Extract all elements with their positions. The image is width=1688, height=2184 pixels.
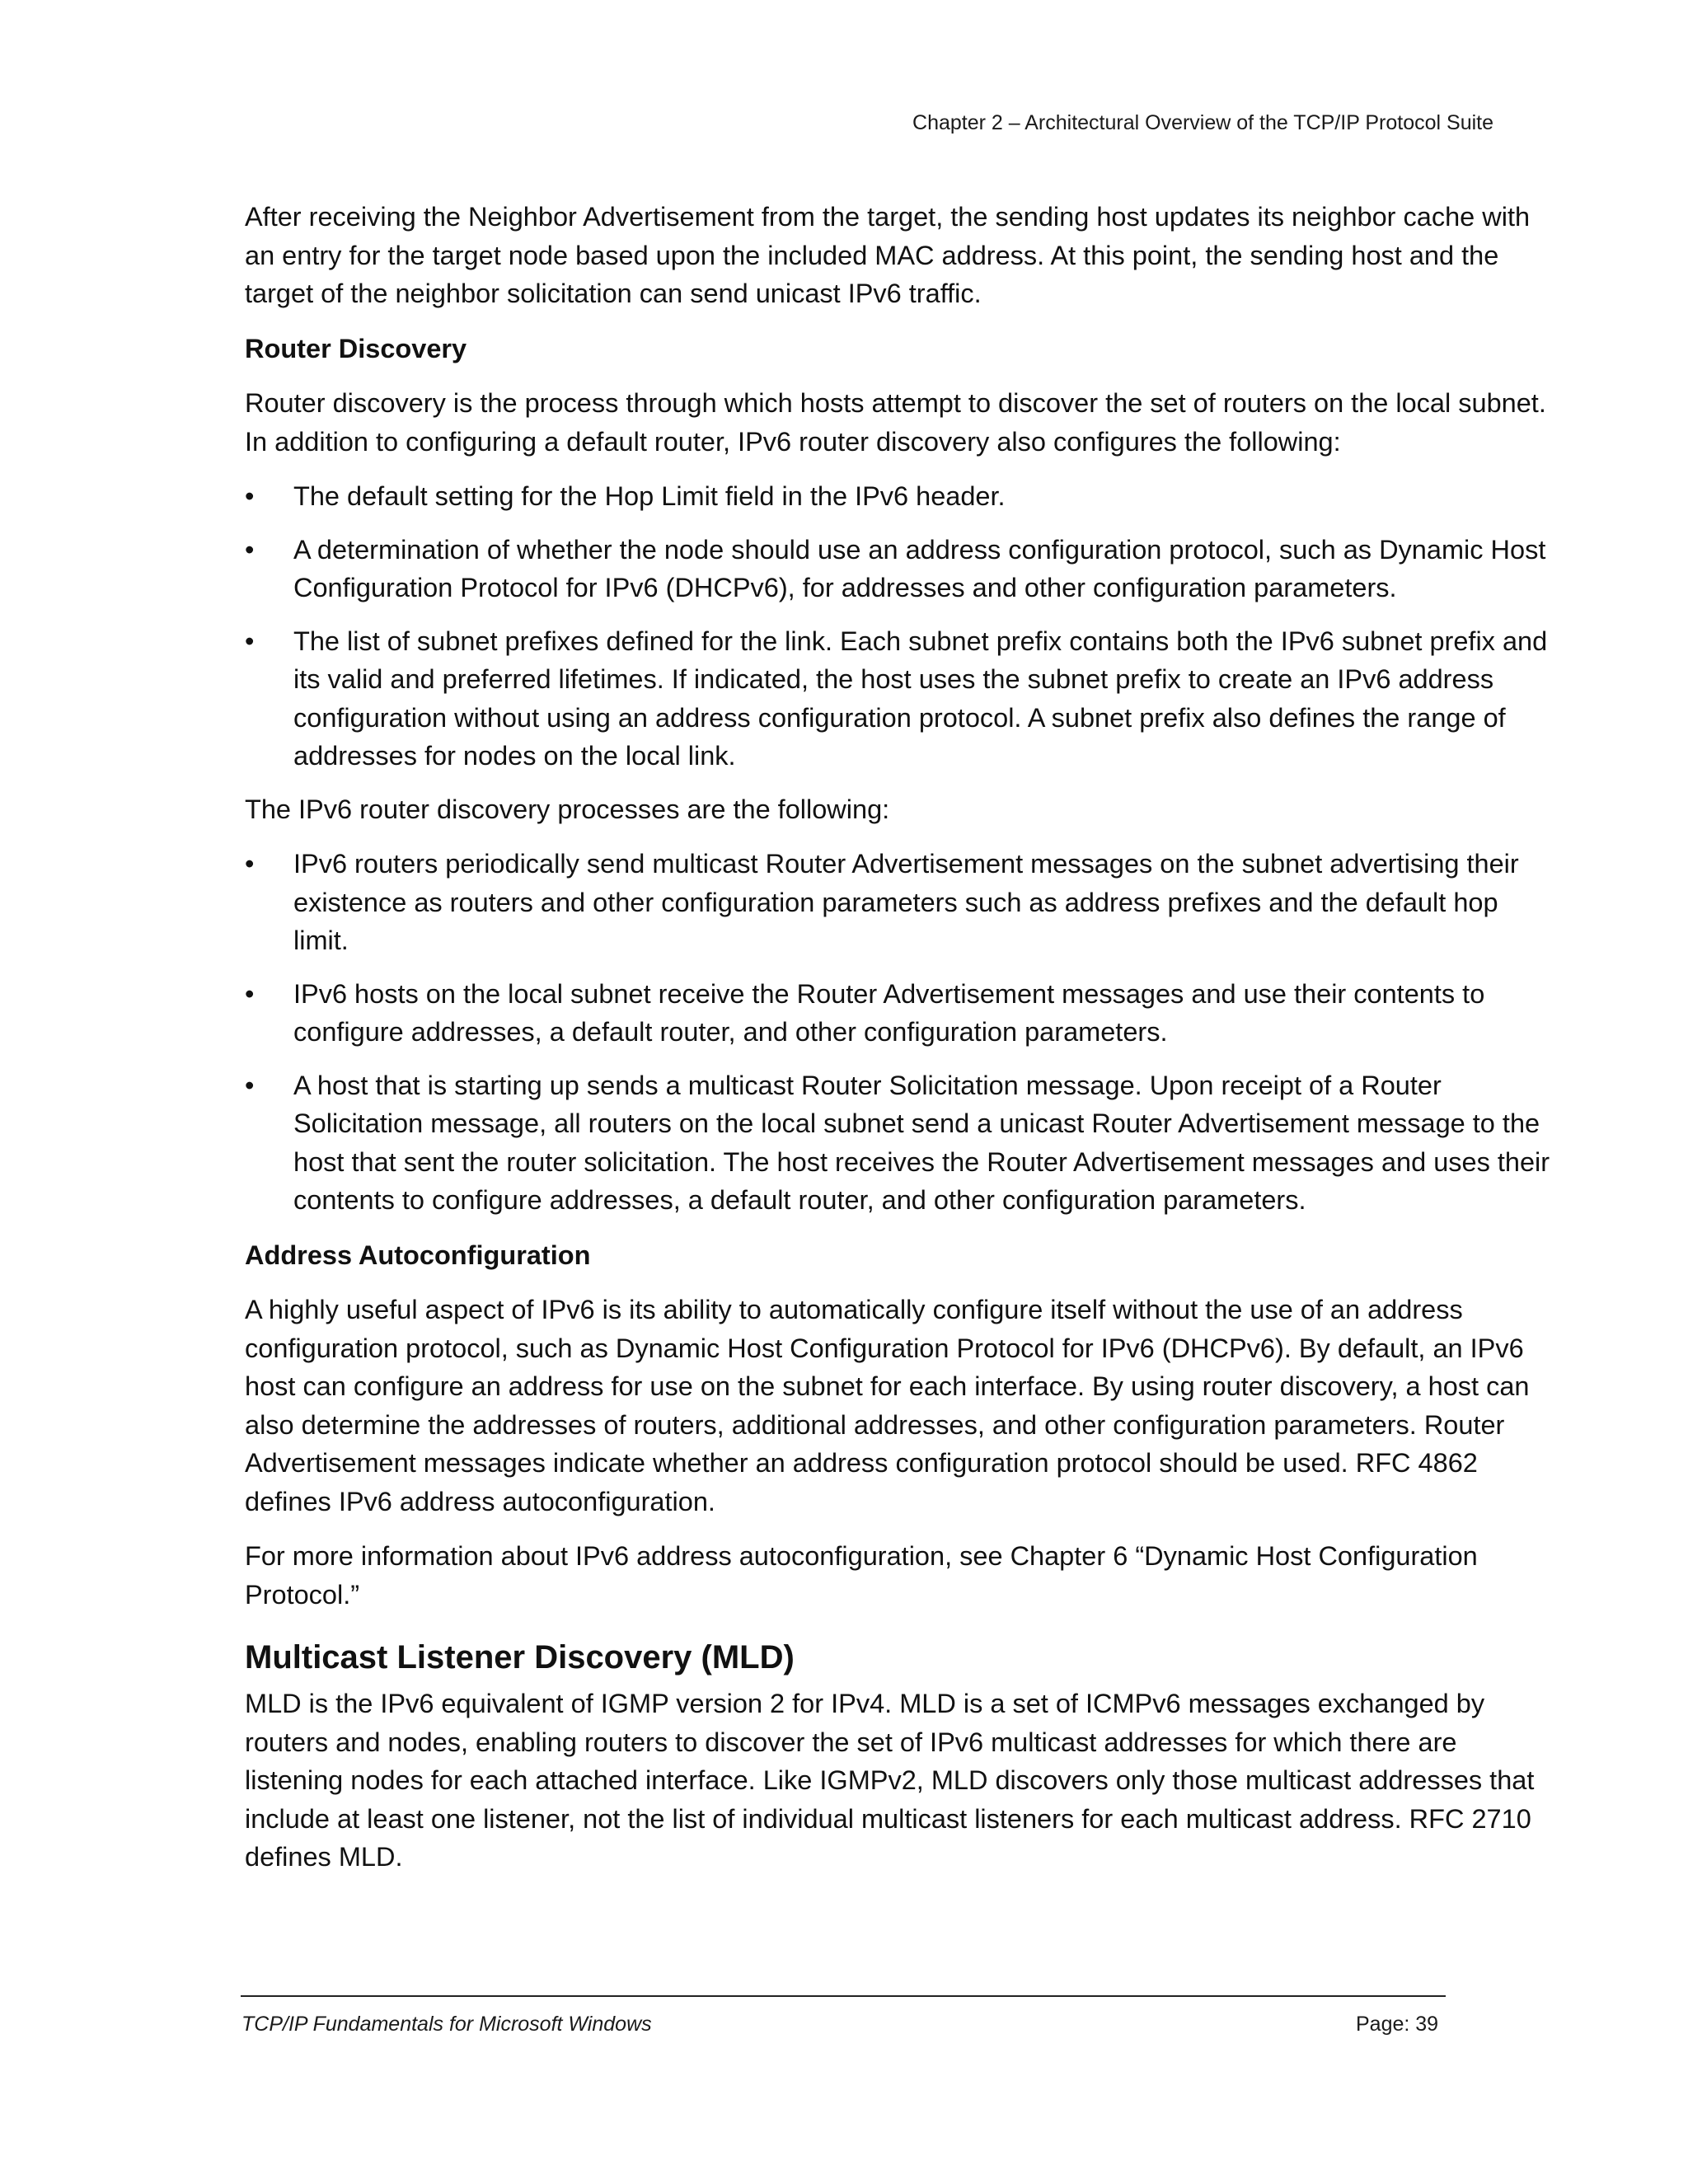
list-item [245, 477, 1551, 516]
bullet-icon: • [245, 978, 255, 1009]
list-item-text: The default setting for the Hop Limit field in the IPv6 header. [293, 481, 1006, 511]
bullet-icon: • [245, 626, 255, 656]
footer-book-title: TCP/IP Fundamentals for Microsoft Windows [241, 2013, 652, 2036]
list-item-text: A host that is starting up sends a multicast Router Solicitation message. Upon receipt of a Router Solicitation message, all routers on the local subnet send a unicast Router Advertisement message to the host that sent the router solicitation. The host receives the Router Advertisement messages and uses their contents to configure addresses, a default router, and other configuration parameters. [293, 1070, 1550, 1215]
list-item-text: IPv6 hosts on the local subnet receive the Router Advertisement messages and use their contents to configure addresses, a default router, and other configuration parameters. [293, 978, 1485, 1047]
bullet-icon: • [245, 481, 255, 511]
router-config-list [245, 477, 1551, 776]
running-header: Chapter 2 – Architectural Overview of the TCP/IP Protocol Suite [912, 111, 1493, 134]
list-item [245, 622, 1551, 776]
mld-heading: Multicast Listener Discovery (MLD) [245, 1639, 795, 1675]
bullet-icon: • [245, 534, 255, 565]
bullet-icon: • [245, 1070, 255, 1100]
more-info-paragraph: For more information about IPv6 address autoconfiguration, see Chapter 6 “Dynamic Host Configuration Protocol.” [245, 1541, 1478, 1610]
list-item [245, 1066, 1551, 1220]
page-number: Page: 39 [1356, 2013, 1439, 2036]
list-item-text: A determination of whether the node should use an address configuration protocol, such as Dynamic Host Configuration Protocol for IPv6 (DHCPv6), for addresses and other configuration parameters. [293, 534, 1546, 602]
list-item [245, 975, 1551, 1052]
router-discovery-paragraph: Router discovery is the process through which hosts attempt to discover the set of routers on the local subnet. In addition to configuring a default router, IPv6 router discovery also configures the following: [245, 388, 1546, 457]
bullet-icon: • [245, 849, 255, 879]
intro-paragraph: After receiving the Neighbor Advertisement from the target, the sending host updates its neighbor cache with an entry for the target node based upon the included MAC address. At this point, the sending host and the target of the neighbor solicitation can send unicast IPv6 traffic. [245, 202, 1531, 308]
footer-divider [241, 1995, 1446, 1997]
router-process-list [245, 845, 1551, 1220]
list-item-text: The list of subnet prefixes defined for the link. Each subnet prefix contains both the IPv6 subnet prefix and its valid and preferred lifetimes. If indicated, the host uses the subnet prefix to create an IPv6 address configuration without using an address configuration protocol. A subnet prefix also defines the range of addresses for nodes on the local link. [293, 626, 1548, 771]
mld-paragraph: MLD is the IPv6 equivalent of IGMP version 2 for IPv4. MLD is a set of ICMPv6 messages exchanged by routers and nodes, enabling routers to discover the set of IPv6 multicast addresses for which there are listening nodes for each attached interface. Like IGMPv2, MLD discovers only those multicast addresses that include at least one listener, not the list of individual multicast listeners for each multicast address. RFC 2710 defines MLD. [245, 1689, 1535, 1872]
address-autoconfiguration-heading: Address Autoconfiguration [245, 1240, 591, 1270]
router-discovery-heading: Router Discovery [245, 333, 467, 363]
list-item [245, 845, 1551, 960]
processes-intro: The IPv6 router discovery processes are the following: [245, 794, 890, 824]
address-autoconfiguration-paragraph: A highly useful aspect of IPv6 is its ability to automatically configure itself without the use of an address configuration protocol, such as Dynamic Host Configuration Protocol for IPv6 (DHCPv6). By default, an IPv6 host can configure an address for use on the subnet for each interface. By using router discovery, a host can also determine the addresses of routers, additional addresses, and other configuration parameters. Router Advertisement messages indicate whether an address configuration protocol should be used. RFC 4862 defines IPv6 address autoconfiguration. [245, 1295, 1530, 1516]
page-body [245, 198, 1551, 1893]
list-item [245, 531, 1551, 607]
list-item-text: IPv6 routers periodically send multicast Router Advertisement messages on the subnet advertising their existence as routers and other configuration parameters such as address prefixes and the default hop limit. [293, 849, 1519, 955]
